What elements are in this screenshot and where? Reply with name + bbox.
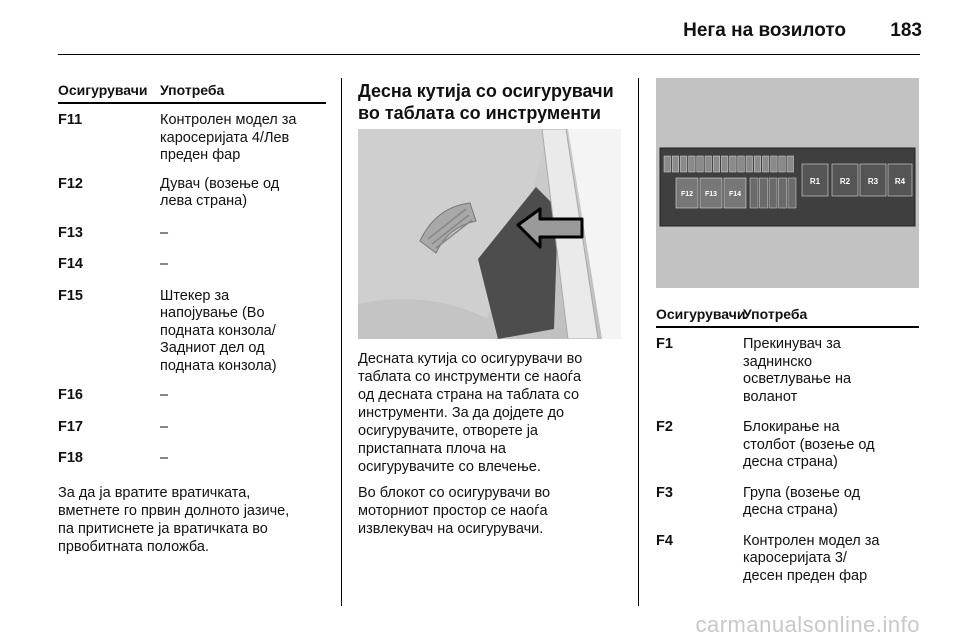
fuse-use: – xyxy=(160,256,169,272)
page-number: 183 xyxy=(890,20,922,41)
mini-fuse-slot xyxy=(771,156,778,172)
mini-fuse-slot xyxy=(779,156,786,172)
table-row xyxy=(58,450,326,468)
reinstall-instructions: За да ја вратите вратичката, вметнете го првин долното јазиче, па притиснете ја вратичката во првобитната положба. xyxy=(58,484,290,555)
right-header-fuses: Осигурувачи xyxy=(656,306,746,322)
mini-fuse-slot xyxy=(697,156,704,172)
mini-fuse-slot xyxy=(721,156,728,172)
mini-fuse-slot xyxy=(746,156,753,172)
fuse-use: Прекинувач за заднинско осветлување на воланот xyxy=(743,336,852,405)
table-row xyxy=(656,336,919,406)
table-row xyxy=(58,419,326,437)
fuse-slot xyxy=(779,178,787,208)
column-divider-2 xyxy=(638,78,639,606)
fuse-code: F15 xyxy=(58,287,83,304)
relay-label-r1: R1 xyxy=(809,177,821,186)
mini-fuse-slot xyxy=(738,156,745,172)
fuse-use: – xyxy=(160,224,169,241)
mini-fuse-slot xyxy=(787,156,794,172)
fuse-slot xyxy=(769,178,777,208)
fusebox-location-text: Десната кутија со осигурувачи во таблата со инструменти се наоѓа од десната страна на таблата со инструменти. За да дојдете до осигурувачите, отворете ја пристапната плоча на осигурувачите со влечење. xyxy=(358,351,583,475)
mini-fuse-slot xyxy=(762,156,769,172)
fuse-use: Дувач (возење од лева страна) xyxy=(160,175,280,209)
fuse-label-f13: F13 xyxy=(704,191,718,198)
fuse-puller-text: Во блокот со осигурувачи во моторниот простор се наоѓа извлекувач на осигурувачи. xyxy=(358,485,551,537)
right-table-header xyxy=(656,306,919,328)
fuse-code: F12 xyxy=(58,175,83,192)
fuse-use: Блокирање на столбот (возење од десна страна) xyxy=(743,419,875,470)
fuse-box-diagram xyxy=(656,78,919,288)
table-row xyxy=(58,225,326,243)
left-header-fuses: Осигурувачи xyxy=(58,82,148,98)
mini-fuse-slot xyxy=(705,156,712,172)
fuse-label-f12: F12 xyxy=(680,191,694,198)
section-heading: Десна кутија со осигурувачи во таблата со инструменти xyxy=(358,81,614,123)
fuse-use: – xyxy=(160,418,169,435)
left-table-header xyxy=(58,82,326,104)
fuse-code: F11 xyxy=(58,112,83,128)
left-table-body xyxy=(58,112,326,468)
fuse-use: – xyxy=(160,450,169,466)
labeled-fuses xyxy=(676,178,746,208)
table-row xyxy=(656,533,919,586)
left-column xyxy=(58,82,326,556)
fuse-code: F3 xyxy=(656,484,673,501)
fuse-slot xyxy=(750,178,758,208)
mini-fuse-slot xyxy=(713,156,720,172)
fuse-code: F1 xyxy=(656,336,673,352)
left-header-use: Употреба xyxy=(160,82,225,98)
watermark: carmanualsonline.info xyxy=(695,612,920,637)
relay-label-r2: R2 xyxy=(839,177,851,186)
fuse-slot xyxy=(788,178,796,208)
table-row xyxy=(58,112,326,165)
right-column xyxy=(656,306,919,585)
fuse-slot xyxy=(760,178,768,208)
fuse-code: F17 xyxy=(58,418,83,435)
fuse-code: F14 xyxy=(58,256,83,272)
relays xyxy=(802,164,912,196)
fuse-code: F18 xyxy=(58,450,83,466)
table-row xyxy=(58,288,326,376)
fuse-code: F16 xyxy=(58,387,83,403)
fuse-use: – xyxy=(160,387,169,403)
fuse-use: Група (возење од десна страна) xyxy=(743,484,861,518)
fuse-code: F4 xyxy=(656,532,673,549)
fuse-code: F2 xyxy=(656,419,673,435)
header-rule xyxy=(58,54,920,55)
table-row xyxy=(58,176,326,211)
column-divider-1 xyxy=(341,78,342,606)
right-header-use: Употреба xyxy=(743,306,808,322)
page-title: Нега на возилото xyxy=(683,20,846,41)
mini-fuse-slot xyxy=(664,156,671,172)
right-table-body xyxy=(656,336,919,585)
table-row xyxy=(656,419,919,472)
table-row xyxy=(58,256,326,274)
instrument-panel-photo xyxy=(358,129,621,339)
mini-fuse-slot xyxy=(689,156,696,172)
table-row xyxy=(58,387,326,405)
middle-column-text xyxy=(358,350,630,538)
fuse-label-f14: F14 xyxy=(728,191,742,198)
mini-fuse-slot xyxy=(672,156,679,172)
fuse-use: Контролен модел за каросеријата 4/Лев преден фар xyxy=(160,112,297,163)
fuse-code: F13 xyxy=(58,224,83,241)
mini-fuse-slot xyxy=(754,156,761,172)
relay-label-r4: R4 xyxy=(894,177,906,186)
middle-column-heading-wrap xyxy=(358,80,628,124)
fuse-use: Штекер за напојување (Во подната конзола/ Задниот дел од подната конзола) xyxy=(160,287,277,374)
table-row xyxy=(656,485,919,520)
mini-fuse-slot xyxy=(730,156,737,172)
mini-fuse-slot xyxy=(680,156,687,172)
fuse-use: Контролен модел за каросеријата 3/ десен преден фар xyxy=(743,532,880,584)
relay-label-r3: R3 xyxy=(867,177,879,186)
